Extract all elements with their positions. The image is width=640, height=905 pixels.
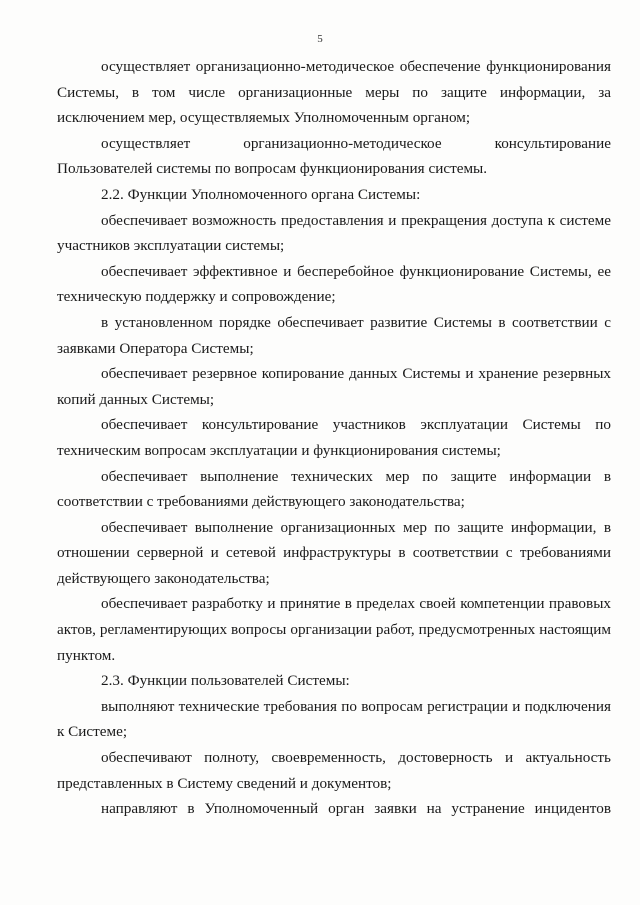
paragraph-incident-requests: направляют в Уполномоченный орган заявки на устранение инцидентов: [101, 800, 611, 818]
paragraph-operator-methodical-support: осуществляет организационно-методическое обеспечение функционирования Системы, в том числе организационные меры по защите информации, за исключением мер, осуществляемых Уполномоченным органом;: [57, 58, 611, 127]
paragraph-system-functioning: обеспечивает эффективное и бесперебойное функционирование Системы, ее техническую поддержку и сопровождение;: [57, 262, 611, 306]
paragraph-data-completeness: обеспечивают полноту, своевременность, достоверность и актуальность представленных в Систему сведений и документов;: [57, 749, 611, 792]
paragraph-access-provision: обеспечивает возможность предоставления и прекращения доступа к системе участников эксплуатации системы;: [57, 211, 611, 255]
section-heading-2-2: 2.2. Функции Уполномоченного органа Системы:: [101, 185, 421, 203]
document-body: [57, 54, 611, 822]
paragraph-operator-consulting: осуществляет организационно-методическое консультирование Пользователей системы по вопросам функционирования системы.: [57, 134, 611, 178]
paragraph-legal-acts: обеспечивает разработку и принятие в пределах своей компетенции правовых актов, регламентирующих вопросы организации работ, предусмотренных настоящим пунктом.: [57, 595, 611, 664]
page-number: 5: [317, 33, 323, 45]
paragraph-organizational-protection: обеспечивает выполнение организационных мер по защите информации, в отношении серверной и сетевой инфраструктуры в соответствии с требованиями действующего законодательства;: [57, 518, 611, 587]
paragraph-technical-protection: обеспечивает выполнение технических мер по защите информации в соответствии с требованиями действующего законодательства;: [57, 467, 611, 511]
paragraph-registration-requirements: выполняют технические требования по вопросам регистрации и подключения к Системе;: [57, 697, 611, 741]
paragraph-system-development: в установленном порядке обеспечивает развитие Системы в соответствии с заявками Оператора Системы;: [57, 313, 611, 357]
paragraph-backup: обеспечивает резервное копирование данных Системы и хранение резервных копий данных Системы;: [57, 365, 611, 408]
paragraph-technical-consulting: обеспечивает консультирование участников эксплуатации Системы по техническим вопросам эксплуатации и функционирования системы;: [57, 416, 611, 459]
section-heading-2-3: 2.3. Функции пользователей Системы:: [101, 672, 350, 690]
